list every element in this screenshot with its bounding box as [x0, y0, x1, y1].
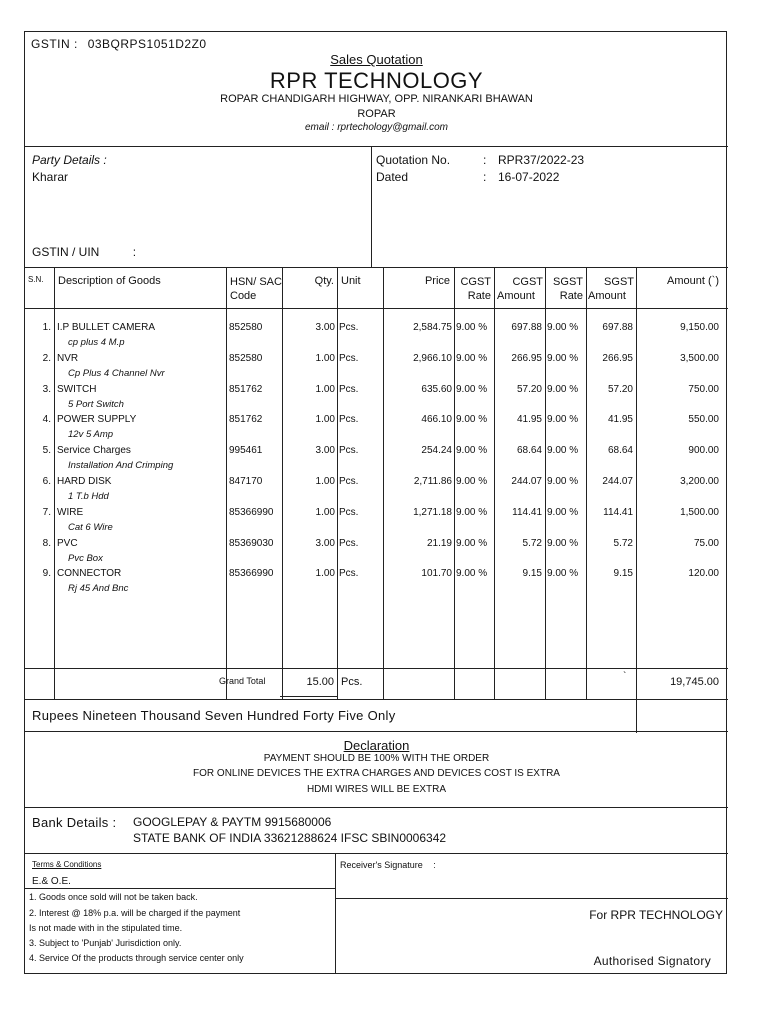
grand-total-amount: 19,745.00: [670, 676, 719, 688]
cell-sn: 8.: [42, 537, 51, 549]
col-hsn-line1: HSN/ SAC: [230, 276, 282, 288]
quotation-no-label: Quotation No.: [376, 153, 451, 167]
cell-hsn: 851762: [229, 414, 263, 426]
cell-sgst-amt: 266.95: [602, 352, 633, 364]
cell-cgst-amt: 9.15: [522, 568, 542, 580]
dated-label: Dated: [376, 170, 409, 184]
cell-sgst-amt: 57.20: [607, 383, 633, 395]
cell-item-subtitle: Rj 45 And Bnc: [68, 583, 129, 595]
quotation-document: [24, 31, 727, 974]
cell-cgst-rate: 9.00 %: [456, 506, 488, 518]
col-cgst-rate: [454, 275, 491, 303]
receiver-signature-label: [340, 860, 436, 870]
col-amount: Amount (`): [667, 275, 719, 287]
col-cgst-amount: [497, 275, 543, 303]
term-1: 1. Goods once sold will not be taken back.: [29, 892, 198, 902]
cell-sgst-amt: 5.72: [613, 537, 633, 549]
dated-value: 16-07-2022: [498, 170, 560, 184]
col-cgst-rate-line1: CGST: [460, 276, 491, 288]
cell-hsn: 847170: [229, 476, 263, 487]
receiver-signature-colon: :: [433, 860, 436, 870]
cell-qty: 1.00: [315, 506, 335, 518]
cell-item-subtitle: 1 T.b Hdd: [68, 491, 109, 502]
cell-price: 466.10: [421, 414, 452, 426]
col-cgst-rate-line2: Rate: [467, 290, 491, 302]
cell-hsn: 85366990: [229, 506, 274, 518]
cell-sgst-amt: 41.95: [607, 414, 633, 426]
cell-sgst-rate: 9.00 %: [547, 383, 579, 395]
term-2: 2. Interest @ 18% p.a. will be charged if the payment: [29, 908, 241, 918]
declaration-title: Declaration: [343, 738, 410, 753]
grand-total-label: Grand Total: [219, 676, 266, 686]
col-sn: S.N.: [28, 275, 44, 284]
cell-unit: Pcs.: [339, 445, 359, 457]
col-unit: Unit: [341, 275, 361, 287]
cell-sgst-rate: 9.00 %: [547, 506, 579, 518]
cell-name: HARD DISK: [57, 476, 112, 487]
cell-name: POWER SUPPLY: [57, 414, 137, 426]
cell-qty: 1.00: [315, 352, 335, 364]
cell-item-subtitle: Cp Plus 4 Channel Nvr: [68, 367, 165, 379]
cell-hsn: 995461: [229, 445, 263, 457]
cell-item-subtitle: 5 Port Switch: [68, 398, 124, 410]
cell-qty: 3.00: [315, 537, 335, 549]
grand-total-qty: 15.00: [306, 676, 334, 688]
cell-name: WIRE: [57, 506, 84, 518]
cell-cgst-rate: 9.00 %: [456, 476, 488, 487]
cell-sn: 1.: [42, 322, 51, 333]
cell-unit: Pcs.: [339, 352, 359, 364]
company-email: email : rprtechology@gmail.com: [305, 122, 448, 133]
cell-item-subtitle: Installation And Crimping: [68, 460, 174, 472]
cell-unit: Pcs.: [339, 414, 359, 426]
col-description: Description of Goods: [58, 275, 161, 287]
cell-name: NVR: [57, 352, 79, 364]
for-company: For RPR TECHNOLOGY: [589, 908, 723, 922]
cell-cgst-amt: 41.95: [516, 414, 542, 426]
table-row: [25, 568, 728, 614]
cell-sgst-rate: 9.00 %: [547, 476, 579, 487]
cell-price: 101.70: [421, 568, 452, 580]
party-details-label: Party Details :: [32, 153, 107, 167]
cell-cgst-amt: 114.41: [512, 506, 542, 518]
cell-price: 2,966.10: [413, 352, 452, 364]
receiver-signature-text: Receiver's Signature: [340, 860, 423, 870]
col-sgst-rate-line2: Rate: [559, 290, 583, 302]
dated-colon: :: [483, 170, 487, 184]
cell-sn: 3.: [42, 383, 51, 395]
party-gstin: [32, 245, 136, 259]
cell-item-subtitle: Pvc Box: [68, 552, 103, 564]
cell-qty: 3.00: [315, 322, 335, 333]
cell-price: 254.24: [421, 445, 452, 457]
grand-total-unit: Pcs.: [341, 676, 363, 688]
cell-cgst-amt: 57.20: [516, 383, 542, 395]
cell-sgst-rate: 9.00 %: [547, 352, 579, 364]
cell-cgst-rate: 9.00 %: [456, 322, 488, 333]
cell-unit: Pcs.: [339, 383, 359, 395]
company-address-line1: ROPAR CHANDIGARH HIGHWAY, OPP. NIRANKARI BHAWAN: [220, 93, 533, 105]
cell-unit: Pcs.: [339, 506, 359, 518]
cell-sgst-rate: 9.00 %: [547, 445, 579, 457]
col-sgst-rate-line1: SGST: [553, 276, 583, 288]
term-3: 3. Subject to 'Punjab' Jurisdiction only.: [29, 938, 182, 948]
cell-amount: 120.00: [688, 568, 719, 580]
cell-cgst-amt: 5.72: [522, 537, 542, 549]
cell-price: 21.19: [426, 537, 452, 549]
bank-line1: GOOGLEPAY & PAYTM 9915680006: [133, 815, 332, 829]
party-gstin-label: GSTIN / UIN: [32, 245, 100, 259]
quotation-no-value: RPR37/2022-23: [498, 153, 585, 167]
col-price: Price: [424, 275, 450, 287]
cell-cgst-rate: 9.00 %: [456, 537, 488, 549]
bank-line2: STATE BANK OF INDIA 33621288624 IFSC SBIN0006342: [133, 831, 447, 845]
col-hsn-line2: Code: [230, 290, 257, 302]
cell-unit: Pcs.: [339, 537, 359, 549]
document-type: Sales Quotation: [330, 52, 423, 67]
col-cgst-amount-line2: Amount: [497, 290, 535, 302]
cell-qty: 1.00: [315, 476, 335, 487]
cell-sgst-amt: 697.88: [602, 322, 633, 333]
terms-eoe: E.& O.E.: [32, 876, 71, 887]
cell-hsn: 852580: [229, 352, 263, 364]
cell-unit: Pcs.: [339, 322, 359, 333]
cell-sn: 5.: [42, 445, 51, 457]
col-hsn: [230, 275, 282, 303]
company-address-line2: ROPAR: [357, 108, 396, 120]
cell-amount: 75.00: [693, 537, 719, 549]
cell-sgst-amt: 244.07: [602, 476, 633, 487]
cell-qty: 3.00: [315, 445, 335, 457]
cell-sgst-rate: 9.00 %: [547, 322, 579, 333]
party-gstin-colon: :: [132, 245, 137, 259]
cell-item-subtitle: cp plus 4 M.p: [68, 337, 125, 348]
cell-name: I.P BULLET CAMERA: [57, 322, 155, 333]
party-name: Kharar: [32, 170, 69, 184]
cell-hsn: 85366990: [229, 568, 274, 580]
cell-sn: 6.: [42, 476, 51, 487]
declaration-line1: PAYMENT SHOULD BE 100% WITH THE ORDER: [263, 753, 490, 764]
cell-sgst-amt: 114.41: [603, 506, 633, 518]
col-qty: Qty.: [314, 275, 334, 287]
cell-cgst-amt: 244.07: [511, 476, 542, 487]
company-gstin: [31, 37, 207, 51]
cell-sgst-amt: 9.15: [613, 568, 633, 580]
gstin-value: 03BQRPS1051D2Z0: [87, 37, 207, 51]
cell-sgst-amt: 68.64: [607, 445, 633, 457]
cell-cgst-rate: 9.00 %: [456, 568, 488, 580]
cell-unit: Pcs.: [339, 568, 359, 580]
cell-sn: 4.: [42, 414, 51, 426]
cell-amount: 9,150.00: [680, 322, 719, 333]
cell-name: CONNECTOR: [57, 568, 122, 580]
col-sgst-amount-line1: SGST: [604, 276, 634, 288]
cell-hsn: 85369030: [229, 537, 274, 549]
company-name: RPR TECHNOLOGY: [269, 68, 484, 93]
cell-qty: 1.00: [315, 414, 335, 426]
cell-cgst-amt: 68.64: [516, 445, 542, 457]
cell-sgst-rate: 9.00 %: [547, 568, 579, 580]
col-sgst-rate: [545, 275, 583, 303]
cell-hsn: 852580: [229, 322, 263, 333]
cell-qty: 1.00: [315, 568, 335, 580]
col-sgst-amount: [588, 275, 634, 303]
cell-hsn: 851762: [229, 383, 263, 395]
term-2-cont: Is not made with in the stipulated time.: [29, 923, 183, 933]
cell-amount: 3,200.00: [680, 476, 719, 487]
declaration-line3: HDMI WIRES WILL BE EXTRA: [306, 784, 447, 795]
cell-amount: 750.00: [688, 383, 719, 395]
amount-in-words: Rupees Nineteen Thousand Seven Hundred Forty Five Only: [32, 708, 396, 723]
quotation-no-colon: :: [483, 153, 487, 167]
cell-sgst-rate: 9.00 %: [547, 414, 579, 426]
col-sgst-amount-line2: Amount: [588, 290, 626, 302]
cell-item-subtitle: Cat 6 Wire: [68, 521, 113, 533]
cell-amount: 3,500.00: [680, 352, 719, 364]
cell-price: 635.60: [421, 383, 452, 395]
cell-sn: 7.: [42, 506, 51, 518]
cell-name: PVC: [57, 537, 78, 549]
cell-amount: 550.00: [688, 414, 719, 426]
cell-cgst-rate: 9.00 %: [456, 352, 488, 364]
bank-details-label: Bank Details :: [32, 815, 117, 830]
cell-sn: 2.: [42, 352, 51, 364]
col-cgst-amount-line1: CGST: [512, 276, 543, 288]
currency-mark: `: [623, 671, 627, 682]
cell-sn: 9.: [42, 568, 51, 580]
cell-qty: 1.00: [315, 383, 335, 395]
cell-amount: 900.00: [688, 445, 719, 457]
gstin-label: GSTIN :: [31, 37, 78, 51]
terms-title: Terms & Conditions: [32, 860, 102, 869]
cell-name: SWITCH: [57, 383, 97, 395]
cell-cgst-rate: 9.00 %: [456, 414, 488, 426]
cell-name: Service Charges: [57, 445, 131, 457]
declaration-line2: FOR ONLINE DEVICES THE EXTRA CHARGES AND DEVICES COST IS EXTRA: [193, 768, 560, 779]
cell-price: 2,584.75: [413, 322, 452, 333]
authorised-signatory: Authorised Signatory: [593, 954, 711, 968]
cell-cgst-rate: 9.00 %: [456, 445, 488, 457]
term-4: 4. Service Of the products through service center only: [29, 953, 244, 963]
cell-sgst-rate: 9.00 %: [547, 537, 579, 549]
cell-amount: 1,500.00: [680, 506, 719, 518]
cell-price: 1,271.18: [413, 506, 452, 518]
cell-item-subtitle: 12v 5 Amp: [68, 429, 114, 441]
cell-cgst-rate: 9.00 %: [456, 383, 488, 395]
cell-cgst-amt: 697.88: [511, 322, 542, 333]
cell-cgst-amt: 266.95: [511, 352, 542, 364]
cell-price: 2,711.86: [413, 476, 452, 487]
cell-unit: Pcs.: [339, 476, 359, 487]
